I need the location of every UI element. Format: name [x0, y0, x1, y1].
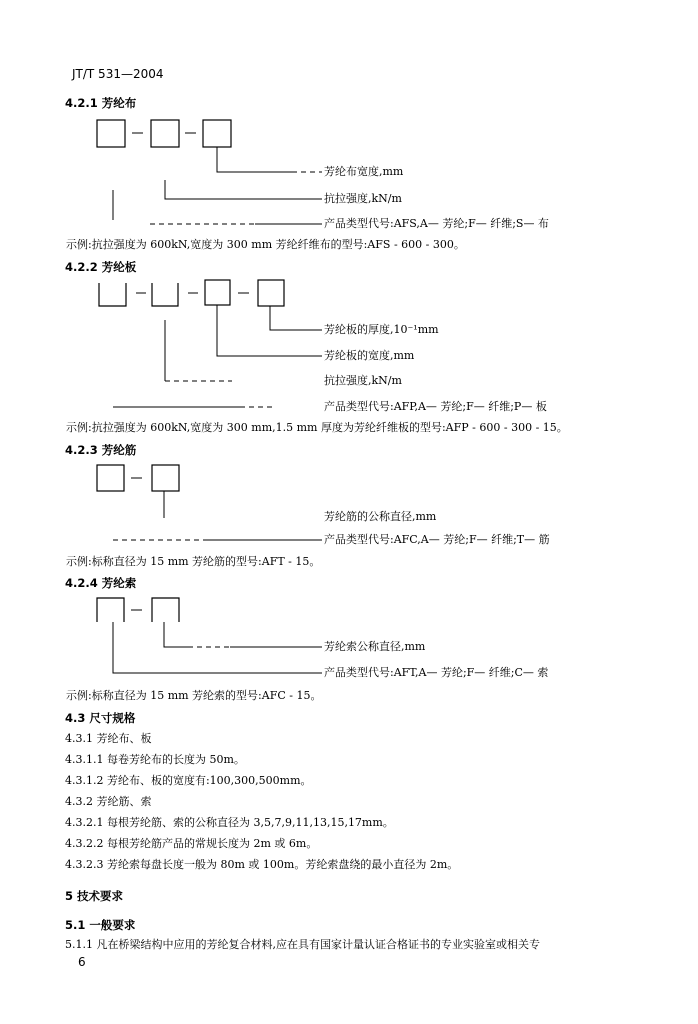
diagram-4-2-2 — [99, 280, 322, 407]
label-fabric-type: 产品类型代号:AFS,A— 芳纶;F— 纤维;S— 布 — [324, 217, 549, 230]
label-rod-type: 产品类型代号:AFC,A— 芳纶;F— 纤维;T— 筋 — [324, 533, 550, 546]
diagram-4-2-1 — [97, 120, 322, 224]
clause-4-3-1-1: 4.3.1.1 每卷芳纶布的长度为 50m。 — [65, 753, 245, 766]
label-plate-width: 芳纶板的宽度,mm — [324, 349, 415, 362]
example-4-2-2: 示例:抗拉强度为 600kN,宽度为 300 mm,1.5 mm 厚度为芳纶纤维板的型号:AFP - 600 - 300 - 15。 — [66, 421, 568, 434]
clause-4-3-1-2: 4.3.1.2 芳纶布、板的宽度有:100,300,500mm。 — [65, 774, 312, 787]
label-plate-strength: 抗拉强度,kN/m — [324, 374, 402, 387]
heading-4-2-2: 4.2.2 芳纶板 — [65, 260, 137, 274]
heading-4-3: 4.3 尺寸规格 — [65, 711, 136, 725]
label-cable-type: 产品类型代号:AFT,A— 芳纶;F— 纤维;C— 索 — [324, 666, 549, 679]
heading-5: 5 技术要求 — [65, 889, 124, 903]
example-4-2-3: 示例:标称直径为 15 mm 芳纶筋的型号:AFT - 15。 — [66, 555, 321, 568]
heading-4-2-1: 4.2.1 芳纶布 — [65, 96, 137, 110]
label-plate-thickness: 芳纶板的厚度,10⁻¹mm — [324, 323, 439, 336]
label-plate-type: 产品类型代号:AFP,A— 芳纶;F— 纤维;P— 板 — [324, 400, 547, 413]
clause-4-3-2-3: 4.3.2.3 芳纶索每盘长度一般为 80m 或 100m。芳纶索盘绕的最小直径为 2m。 — [65, 858, 459, 871]
label-fabric-width: 芳纶布宽度,mm — [324, 165, 404, 178]
clause-4-3-1: 4.3.1 芳纶布、板 — [65, 732, 152, 745]
heading-5-1: 5.1 一般要求 — [65, 918, 136, 932]
page-number: 6 — [78, 955, 86, 969]
example-4-2-4: 示例:标称直径为 15 mm 芳纶索的型号:AFC - 15。 — [66, 689, 322, 702]
clause-4-3-2-1: 4.3.2.1 每根芳纶筋、索的公称直径为 3,5,7,9,11,13,15,17mm。 — [65, 816, 394, 829]
clause-5-1-1: 5.1.1 凡在桥梁结构中应用的芳纶复合材料,应在具有国家计量认证合格证书的专业实验室或相关专 — [65, 938, 540, 951]
diagram-4-2-4 — [97, 598, 322, 673]
label-cable-diameter: 芳纶索公称直径,mm — [324, 640, 426, 653]
clause-4-3-2: 4.3.2 芳纶筋、索 — [65, 795, 152, 808]
diagram-4-2-3 — [97, 465, 322, 540]
heading-4-2-3: 4.2.3 芳纶筋 — [65, 443, 137, 457]
clause-4-3-2-2: 4.3.2.2 每根芳纶筋产品的常规长度为 2m 或 6m。 — [65, 837, 318, 850]
document-header: JT/T 531—2004 — [72, 67, 164, 81]
example-4-2-1: 示例:抗拉强度为 600kN,宽度为 300 mm 芳纶纤维布的型号:AFS - 600 - 300。 — [66, 238, 465, 251]
heading-4-2-4: 4.2.4 芳纶索 — [65, 576, 137, 590]
label-fabric-strength: 抗拉强度,kN/m — [324, 192, 402, 205]
label-rod-diameter: 芳纶筋的公称直径,mm — [324, 510, 437, 523]
